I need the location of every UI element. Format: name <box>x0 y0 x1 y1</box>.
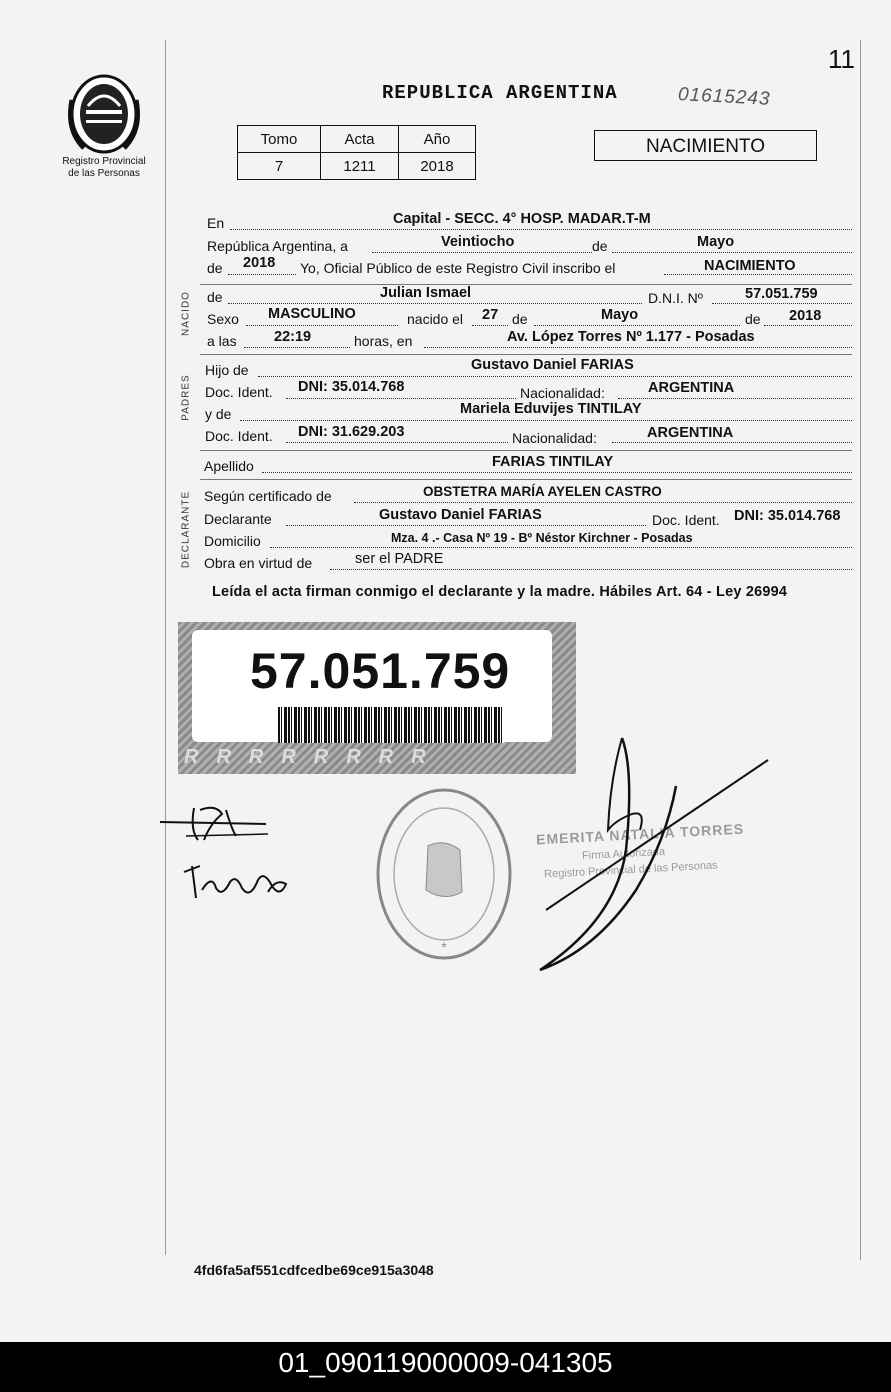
dni-sticker <box>178 622 576 774</box>
acta-header: Acta <box>321 126 399 153</box>
label-en: En <box>207 215 225 231</box>
label-de-1: de <box>592 238 608 254</box>
officer-office: Registro Provincial de las Personas <box>543 859 718 881</box>
birth-place-value: Av. López Torres Nº 1.177 - Posadas <box>507 329 755 345</box>
label-doc-ident-3: Doc. Ident. <box>652 512 720 528</box>
anio-value: 2018 <box>399 153 476 180</box>
label-declarante: Declarante <box>204 511 272 527</box>
child-name-value: Julian Ismael <box>380 285 472 301</box>
year-value: 2018 <box>243 255 276 271</box>
label-hijo-de: Hijo de <box>205 362 249 378</box>
label-nacido-el: nacido el <box>407 311 464 327</box>
type-value: NACIMIENTO <box>704 258 796 274</box>
acta-value: 1211 <box>321 153 399 180</box>
label-republica: República Argentina, a <box>207 238 348 254</box>
registry-table <box>237 125 476 180</box>
label-y-de: y de <box>205 406 232 422</box>
document-hash: 4fd6fa5af551cdfcedbe69ce915a3048 <box>194 1262 434 1278</box>
mother-name-value: Mariela Eduvijes TINTILAY <box>460 401 642 417</box>
birth-time-value: 22:19 <box>274 329 312 345</box>
birth-month-value: Mayo <box>601 307 639 323</box>
officer-signature <box>536 730 776 980</box>
label-nacionalidad-1: Nacionalidad: <box>520 385 605 401</box>
father-doc-value: DNI: 35.014.768 <box>298 379 405 395</box>
officer-title: Firma Autorizada <box>581 845 666 863</box>
logo-caption: Registro Provincial de las Personas <box>62 156 146 179</box>
label-sexo: Sexo <box>207 311 239 327</box>
section-padres: PADRES <box>180 374 192 421</box>
serial-number: 01615243 <box>677 84 771 110</box>
label-nacionalidad-2: Nacionalidad: <box>512 430 597 446</box>
officer-name: EMERITA NATALIA TORRES <box>535 820 745 848</box>
birth-day-value: 27 <box>482 307 499 323</box>
left-margin-line <box>165 40 166 1255</box>
left-signatures <box>156 800 296 912</box>
address-value: Mza. 4 .- Casa Nº 19 - Bº Néstor Kirchner - Posadas <box>391 531 693 545</box>
declarant-name-value: Gustavo Daniel FARIAS <box>379 507 542 523</box>
act-type-box: NACIMIENTO <box>594 130 817 161</box>
label-segun: Según certificado de <box>204 488 332 504</box>
page-number: 11 <box>828 44 855 74</box>
certificate-value: OBSTETRA MARÍA AYELEN CASTRO <box>423 484 662 499</box>
sticker-pattern: RRRRRRRR <box>184 746 444 768</box>
declarant-doc-value: DNI: 35.014.768 <box>734 508 841 524</box>
registry-logo <box>56 70 152 180</box>
label-obra: Obra en virtud de <box>204 555 313 571</box>
section-nacido: NACIDO <box>180 291 192 336</box>
place-value: Capital - SECC. 4° HOSP. MADAR.T-M <box>393 211 651 227</box>
barcode <box>278 707 504 743</box>
tomo-header: Tomo <box>238 126 321 153</box>
sex-value: MASCULINO <box>268 306 356 322</box>
province-seal-icon <box>64 70 144 156</box>
father-nationality-value: ARGENTINA <box>648 380 735 396</box>
anio-header: Año <box>399 126 476 153</box>
file-id-footer: 01_090119000009-041305 <box>0 1342 891 1392</box>
section-declarante: DECLARANTE <box>180 490 192 569</box>
label-a-las: a las <box>207 333 237 349</box>
registry-seal <box>372 784 516 964</box>
right-margin-line <box>860 40 861 1260</box>
label-yo: Yo, Oficial Público de este Registro Civil inscribo el <box>300 260 616 276</box>
label-doc-ident-1: Doc. Ident. <box>205 384 273 400</box>
label-de-2: de <box>207 260 223 276</box>
label-domicilio: Domicilio <box>204 533 261 549</box>
sticker-dni-number: 57.051.759 <box>250 643 511 699</box>
day-words-value: Veintiocho <box>441 234 515 250</box>
closing-note: Leída el acta firman conmigo el declarante y la madre. Hábiles Art. 64 - Ley 26994 <box>212 584 788 600</box>
document-title: REPUBLICA ARGENTINA <box>382 82 618 104</box>
birth-year-value: 2018 <box>789 308 822 324</box>
mother-nationality-value: ARGENTINA <box>647 425 734 441</box>
capacity-value: ser el PADRE <box>355 551 444 567</box>
mother-doc-value: DNI: 31.629.203 <box>298 424 405 440</box>
label-de-4: de <box>512 311 528 327</box>
label-de-3: de <box>207 289 223 305</box>
svg-text:*: * <box>441 939 447 955</box>
label-apellido: Apellido <box>204 458 254 474</box>
surname-value: FARIAS TINTILAY <box>492 454 614 470</box>
label-dni: D.N.I. Nº <box>648 290 703 306</box>
label-doc-ident-2: Doc. Ident. <box>205 428 273 444</box>
child-dni-value: 57.051.759 <box>745 286 818 302</box>
tomo-value: 7 <box>238 153 321 180</box>
label-de-5: de <box>745 311 761 327</box>
father-name-value: Gustavo Daniel FARIAS <box>471 357 634 373</box>
label-horas-en: horas, en <box>354 333 413 349</box>
month-value: Mayo <box>697 234 735 250</box>
